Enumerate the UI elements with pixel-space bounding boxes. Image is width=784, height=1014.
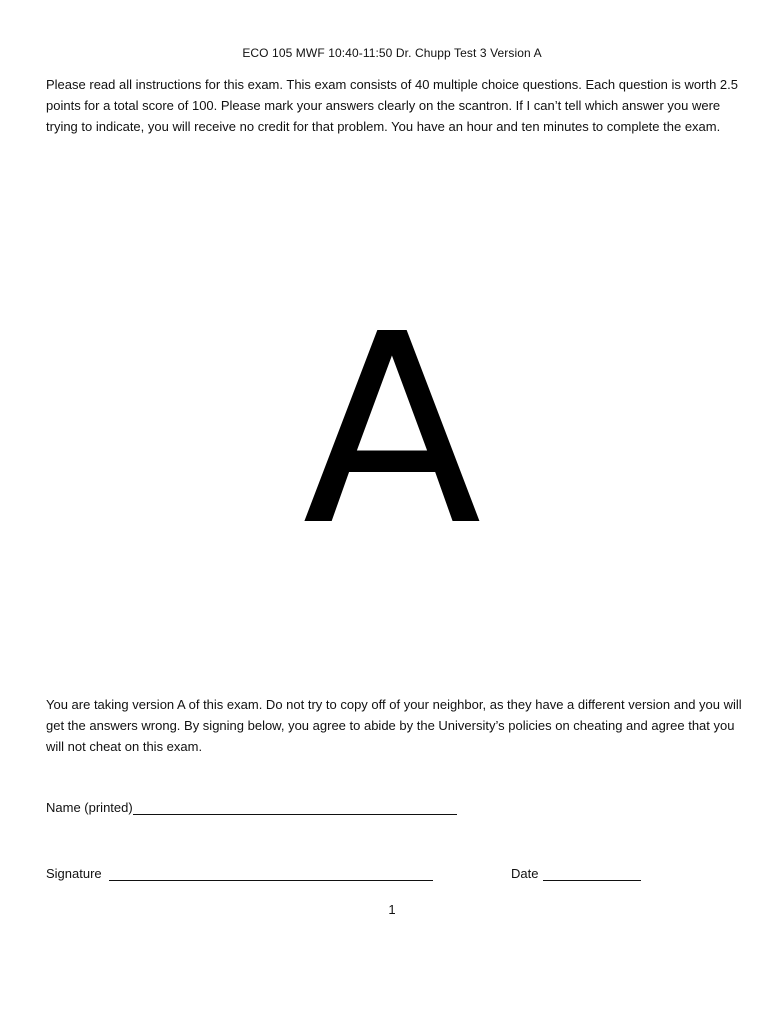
exam-header: ECO 105 MWF 10:40-11:50 Dr. Chupp Test 3 Version A: [242, 46, 542, 60]
signature-field[interactable]: [46, 866, 433, 881]
date-field[interactable]: [511, 866, 641, 881]
signature-blank-line[interactable]: [109, 866, 433, 881]
name-blank-line[interactable]: [133, 800, 457, 815]
date-blank-line[interactable]: [543, 866, 641, 881]
honor-agreement: You are taking version A of this exam. Do not try to copy off of your neighbor, as they have a different version and you will get the answers wrong. By signing below, you agree to abide by the University’s policies on cheating and agree that you will not cheat on this exam.: [46, 697, 742, 754]
date-label: Date: [511, 866, 539, 881]
page-number: 1: [388, 902, 396, 917]
exam-instructions: Please read all instructions for this exam. This exam consists of 40 multiple choice questions. Each question is worth 2.5 points for a total score of 100. Please mark your answers clearly on the scantron. If I can’t tell which answer you were trying to indicate, you will receive no credit for that problem. You have an hour and ten minutes to complete the exam.: [46, 77, 738, 134]
name-field[interactable]: [46, 800, 457, 815]
version-letter: A: [302, 278, 482, 583]
signature-label: Signature: [46, 866, 102, 881]
name-label: Name (printed): [46, 800, 133, 815]
